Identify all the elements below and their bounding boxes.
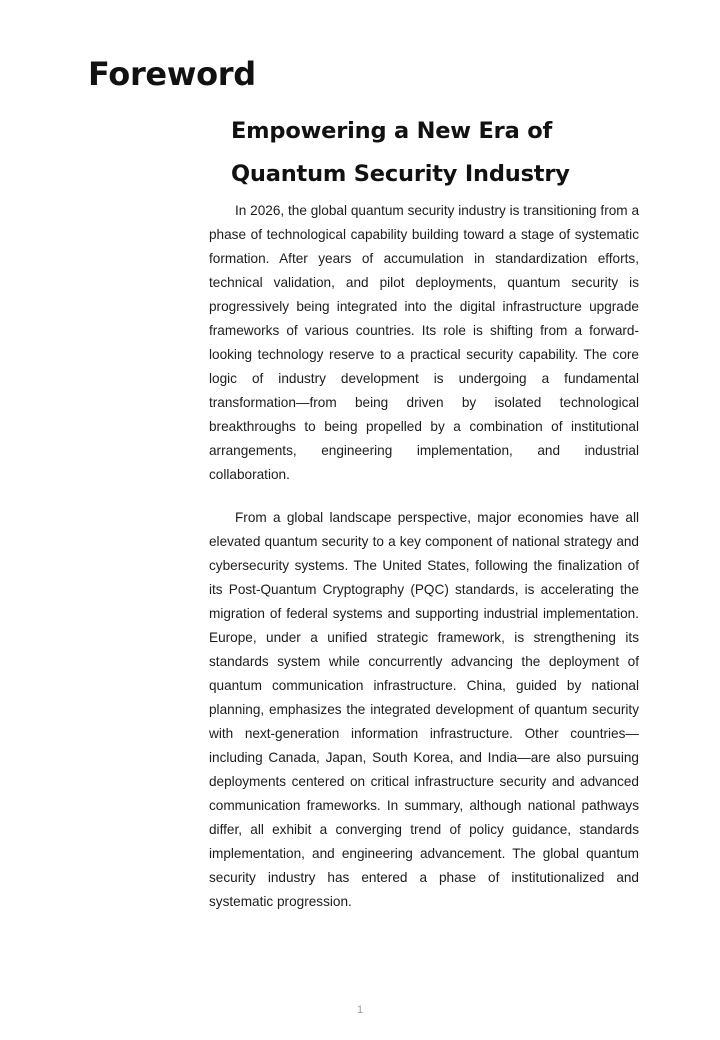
page-number: 1 — [356, 1004, 364, 1016]
paragraph-1: In 2026, the global quantum security industry is transitioning from a phase of technological capability building toward a stage of systematic formation. After years of accumulation in standardization efforts, technical validation, and pilot deployments, quantum security is progressively being integrated into the digital infrastructure upgrade frameworks of various countries. Its role is shifting from a forward-looking technology reserve to a practical security capability. The core logic of industry development is undergoing a fundamental transformation—from being driven by isolated technological breakthroughs to being propelled by a combination of institutional arrangements, engineering implementation, and industrial collaboration. — [209, 203, 639, 482]
article-title: Empowering a New Era of Quantum Security Industry — [231, 118, 570, 187]
section-heading: Foreword — [88, 55, 256, 93]
paragraph-2: From a global landscape perspective, major economies have all elevated quantum security to a key component of national strategy and cybersecurity systems. The United States, following the finalization of its Post-Quantum Cryptography (PQC) standards, is accelerating the migration of federal systems and supporting industrial implementation. Europe, under a unified strategic framework, is strengthening its standards system while concurrently advancing the deployment of quantum communication infrastructure. China, guided by national planning, emphasizes the integrated development of quantum security with next-generation information infrastructure. Other countries—including Canada, Japan, South Korea, and India—are also pursuing deployments centered on critical infrastructure security and advanced communication frameworks. In summary, although national pathways differ, all exhibit a converging trend of policy guidance, standards implementation, and engineering advancement. The global quantum security industry has entered a phase of institutionalized and systematic progression. — [209, 510, 639, 909]
body-text — [209, 199, 639, 933]
